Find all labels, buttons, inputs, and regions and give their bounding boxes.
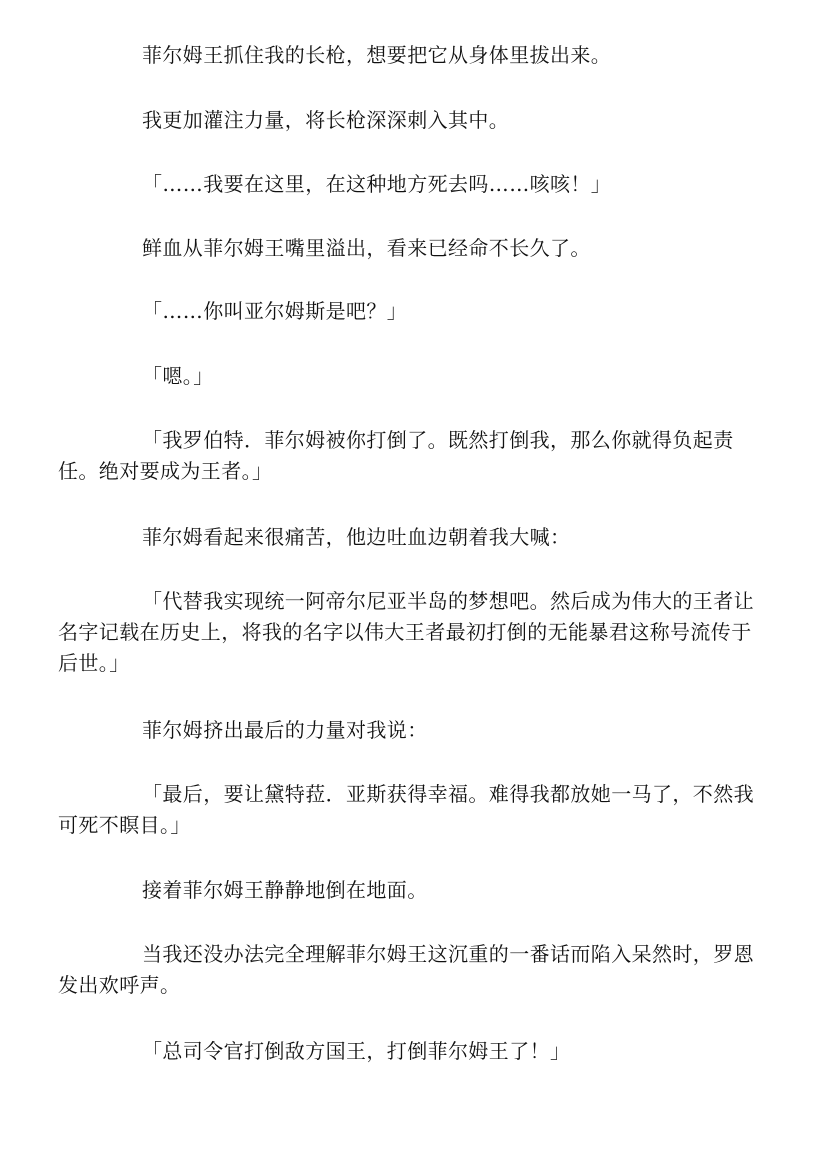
paragraph: 菲尔姆挤出最后的力量对我说： bbox=[142, 718, 428, 742]
paragraph: 「我罗伯特．菲尔姆被你打倒了。既然打倒我，那么你就得负起责任。绝对要成为王者。」 bbox=[58, 428, 734, 483]
paragraph: 「最后，要让黛特菈．亚斯获得幸福。难得我都放她一马了，不然我可死不瞑目。」 bbox=[58, 782, 754, 837]
paragraph: 「总司令官打倒敌方国王，打倒菲尔姆王了！」 bbox=[142, 1039, 571, 1063]
paragraph: 「嗯。」 bbox=[142, 364, 214, 388]
paragraph: 菲尔姆看起来很痛苦，他边吐血边朝着我大喊： bbox=[142, 525, 571, 549]
paragraph: 菲尔姆王抓住我的长枪，想要把它从身体里拔出来。 bbox=[142, 43, 612, 67]
paragraph: 「……你叫亚尔姆斯是吧？」 bbox=[142, 299, 408, 323]
paragraph: 鲜血从菲尔姆王嘴里溢出，看来已经命不长久了。 bbox=[142, 236, 591, 260]
paragraph: 当我还没办法完全理解菲尔姆王这沉重的一番话而陷入呆然时，罗恩发出欢呼声。 bbox=[58, 942, 754, 997]
paragraph: 我更加灌注力量，将长枪深深刺入其中。 bbox=[142, 108, 510, 132]
paragraph: 「代替我实现统一阿帝尔尼亚半岛的梦想吧。然后成为伟大的王者让名字记载在历史上，将我的名字以伟大王者最初打倒的无能暴君这称号流传于后世。」 bbox=[58, 589, 754, 675]
paragraph: 「……我要在这里，在这种地方死去吗……咳咳！」 bbox=[142, 172, 612, 196]
paragraph: 接着菲尔姆王静静地倒在地面。 bbox=[142, 878, 428, 902]
